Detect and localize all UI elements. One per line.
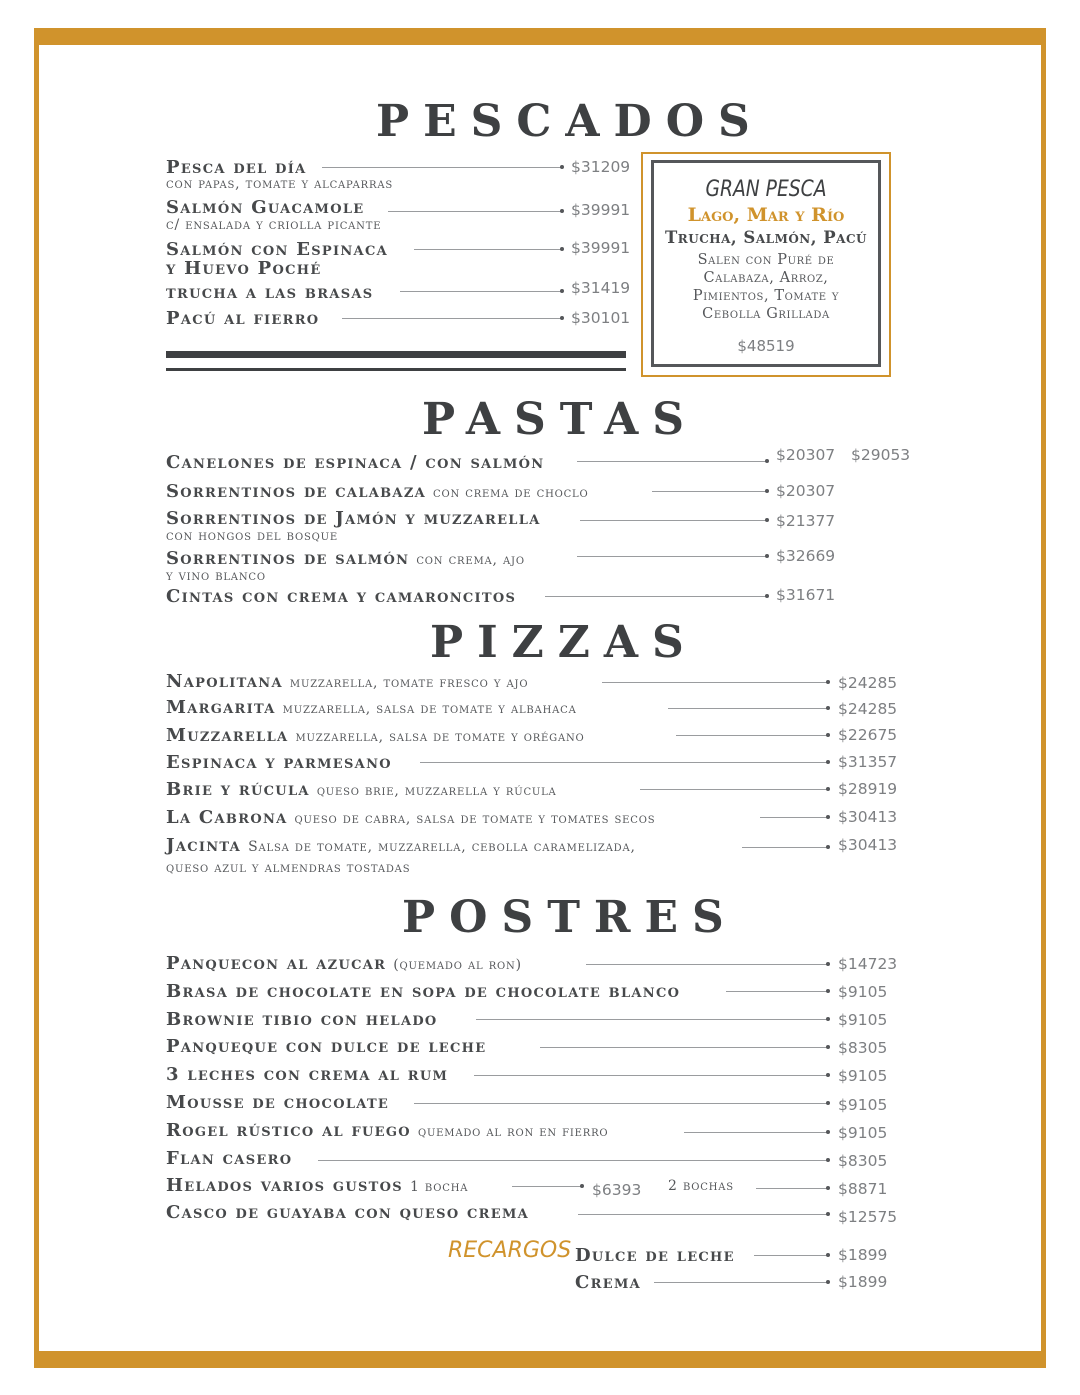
leader-line — [414, 249, 562, 250]
item-price: $12575 — [838, 1208, 898, 1226]
item-name: Brasa de chocolate en sopa de chocolate blanco — [166, 981, 681, 1002]
gran-pesca-price: $48519 — [737, 337, 795, 355]
leader-line — [342, 318, 562, 319]
item-desc: quemado al ron en fierro — [417, 1124, 609, 1140]
leader-line — [756, 1188, 828, 1189]
item-name: 3 leches con crema al rum — [166, 1064, 449, 1085]
menu-item — [166, 1120, 608, 1141]
menu-item — [166, 586, 516, 607]
item-name: Napolitana — [166, 671, 283, 692]
item-desc: muzzarella, salsa de tomate y orégano — [295, 729, 585, 745]
item-name: Mousse de chocolate — [166, 1092, 390, 1113]
menu-item — [166, 697, 577, 718]
item-name: Brie y rúcula — [166, 779, 310, 800]
item-desc: con papas, tomate y alcaparras — [166, 176, 394, 192]
gran-pesca-title: GRAN PESCA — [705, 177, 827, 202]
item-desc: muzzarella, salsa de tomate y albahaca — [282, 701, 577, 717]
gran-pesca-box — [641, 152, 891, 377]
menu-item — [166, 725, 585, 746]
recargo-item — [575, 1272, 641, 1293]
item-name: Salmón Guacamole — [166, 197, 365, 218]
item-name: Casco de guayaba con queso crema — [166, 1202, 530, 1223]
item-name: Panquecon al azucar — [166, 953, 387, 974]
item-price: $30413 — [838, 808, 898, 826]
leader-line — [754, 1255, 828, 1256]
item-price: $6393 — [592, 1181, 642, 1199]
item-price: $14723 — [838, 955, 898, 973]
menu-item — [166, 452, 544, 473]
item-price: $31209 — [571, 158, 631, 176]
item-price: $39991 — [571, 201, 631, 219]
leader-line — [742, 847, 828, 848]
menu-item — [166, 981, 680, 1002]
recargos-label: RECARGOS — [448, 1238, 572, 1263]
leader-line — [388, 211, 562, 212]
item-name: Helados varios gustos — [166, 1175, 403, 1196]
leader-line — [420, 762, 828, 763]
item-price: $9105 — [838, 1011, 888, 1029]
item-price: $31357 — [838, 753, 898, 771]
item-price: $22675 — [838, 726, 898, 744]
menu-item — [166, 282, 373, 303]
item-price: $31671 — [776, 586, 836, 604]
menu-item — [166, 671, 528, 692]
item-desc-alt: 2 bochas — [668, 1178, 734, 1194]
item-name: La Cabrona — [166, 807, 288, 828]
menu-item — [166, 807, 655, 828]
item-desc: 1 bocha — [409, 1179, 469, 1195]
item-name: Sorrentinos de Jamón y muzzarella — [166, 508, 541, 529]
menu-item — [166, 779, 557, 800]
section-title-pastas: PASTAS — [422, 394, 699, 445]
leader-line — [654, 1282, 828, 1283]
item-price: $32669 — [776, 547, 836, 565]
leader-line — [318, 1160, 828, 1161]
leader-line — [684, 1132, 828, 1133]
menu-item — [166, 197, 364, 218]
item-desc: muzzarella, tomate fresco y ajo — [289, 675, 529, 691]
menu-item — [166, 1092, 389, 1113]
item-desc: con crema, ajo — [416, 552, 525, 568]
menu-item — [166, 308, 319, 329]
menu-item — [166, 157, 306, 178]
item-price: $1899 — [838, 1246, 888, 1264]
leader-line — [602, 682, 828, 683]
gran-pesca-inner — [651, 160, 881, 367]
item-price: $9105 — [838, 1124, 888, 1142]
section-divider — [166, 351, 626, 358]
item-price: $20307 — [776, 482, 836, 500]
leader-line — [668, 708, 828, 709]
item-price-alt: $8871 — [838, 1180, 888, 1198]
leader-line — [414, 1103, 828, 1104]
leader-line — [577, 556, 767, 557]
item-price: $8305 — [838, 1039, 888, 1057]
menu-item — [166, 481, 589, 502]
item-name: Pacú al fierro — [166, 308, 320, 329]
item-desc-line2: queso azul y almendras tostadas — [166, 860, 411, 876]
item-price: $9105 — [838, 983, 888, 1001]
leader-line — [760, 817, 828, 818]
leader-line — [545, 596, 767, 597]
gran-pesca-subtitle: Lago, Mar y Río — [687, 204, 845, 226]
menu-item — [166, 548, 525, 569]
menu-item — [166, 1036, 486, 1057]
menu-item — [166, 1009, 438, 1030]
leader-line — [400, 291, 562, 292]
item-name: Brownie tibio con helado — [166, 1009, 438, 1030]
leader-line — [476, 1019, 828, 1020]
section-title-pescados: PESCADOS — [376, 96, 764, 147]
item-name: Salmón con Espinaca — [166, 239, 388, 260]
section-divider-thin — [166, 368, 626, 371]
gran-pesca-desc: Salen con Puré de Calabaza, Arroz, Pimientos, Tomate y Cebolla Grillada — [692, 252, 840, 322]
item-name: Cintas con crema y camaroncitos — [166, 586, 517, 607]
item-price: $30413 — [838, 836, 898, 854]
leader-line — [580, 520, 767, 521]
item-price: $8305 — [838, 1152, 888, 1170]
item-name: Pesca del día — [166, 157, 307, 178]
item-price: $24285 — [838, 700, 898, 718]
leader-line — [512, 1186, 582, 1187]
leader-line — [322, 167, 562, 168]
item-price: $9105 — [838, 1096, 888, 1114]
item-price: $39991 — [571, 239, 631, 257]
menu-item — [166, 835, 636, 856]
item-name: Sorrentinos de calabaza — [166, 481, 426, 502]
item-name: Dulce de leche — [575, 1245, 735, 1266]
item-desc: (quemado al ron) — [393, 957, 522, 973]
leader-line — [540, 1047, 828, 1048]
item-name: Rogel rústico al fuego — [166, 1120, 411, 1141]
menu-item — [166, 1064, 448, 1085]
item-name: Jacinta — [166, 835, 242, 856]
item-name: trucha a las brasas — [166, 282, 374, 303]
leader-line — [726, 991, 828, 992]
item-name: Crema — [575, 1272, 642, 1293]
item-price: $9105 — [838, 1067, 888, 1085]
item-price: $20307 — [776, 446, 836, 464]
menu-item — [166, 508, 541, 529]
section-title-pizzas: PIZZAS — [430, 617, 698, 668]
item-price: $31419 — [571, 279, 631, 297]
item-desc: con crema de choclo — [433, 485, 589, 501]
menu-item — [166, 953, 522, 974]
leader-line — [578, 1214, 828, 1215]
item-desc: c/ ensalada y criolla picante — [166, 217, 382, 233]
item-price-alt: $29053 — [851, 446, 911, 464]
item-name: Sorrentinos de salmón — [166, 548, 410, 569]
recargo-item — [575, 1245, 735, 1266]
menu-item — [166, 1148, 292, 1169]
leader-line — [586, 964, 828, 965]
item-desc: queso brie, muzzarella y rúcula — [316, 783, 557, 799]
leader-line — [577, 461, 767, 462]
item-name: Margarita — [166, 697, 276, 718]
menu-item — [166, 1202, 529, 1223]
item-desc: Salsa de tomate, muzzarella, cebolla caramelizada, — [248, 839, 636, 855]
item-name: Muzzarella — [166, 725, 289, 746]
menu-item — [166, 239, 388, 260]
item-price: $30101 — [571, 309, 631, 327]
item-desc-line2: y vino blanco — [166, 568, 266, 584]
leader-line — [652, 491, 767, 492]
gran-pesca-fish: Trucha, Salmón, Pacú — [665, 228, 867, 247]
item-desc: con hongos del bosque — [166, 528, 338, 544]
item-price: $21377 — [776, 512, 836, 530]
menu-item — [166, 752, 392, 773]
item-price: $24285 — [838, 674, 898, 692]
leader-line — [640, 789, 828, 790]
item-name: Espinaca y parmesano — [166, 752, 392, 773]
item-price: $28919 — [838, 780, 898, 798]
menu-item-line2: y Huevo Poché — [166, 258, 322, 279]
item-desc: queso de cabra, salsa de tomate y tomates secos — [294, 811, 656, 827]
leader-line — [474, 1075, 828, 1076]
leader-line — [676, 735, 828, 736]
item-name: Canelones de espinaca / con salmón — [166, 452, 545, 473]
item-price: $1899 — [838, 1273, 888, 1291]
menu-item — [166, 1175, 468, 1196]
item-name: Flan casero — [166, 1148, 293, 1169]
item-name: Panqueque con dulce de leche — [166, 1036, 487, 1057]
section-title-postres: POSTRES — [402, 892, 738, 943]
